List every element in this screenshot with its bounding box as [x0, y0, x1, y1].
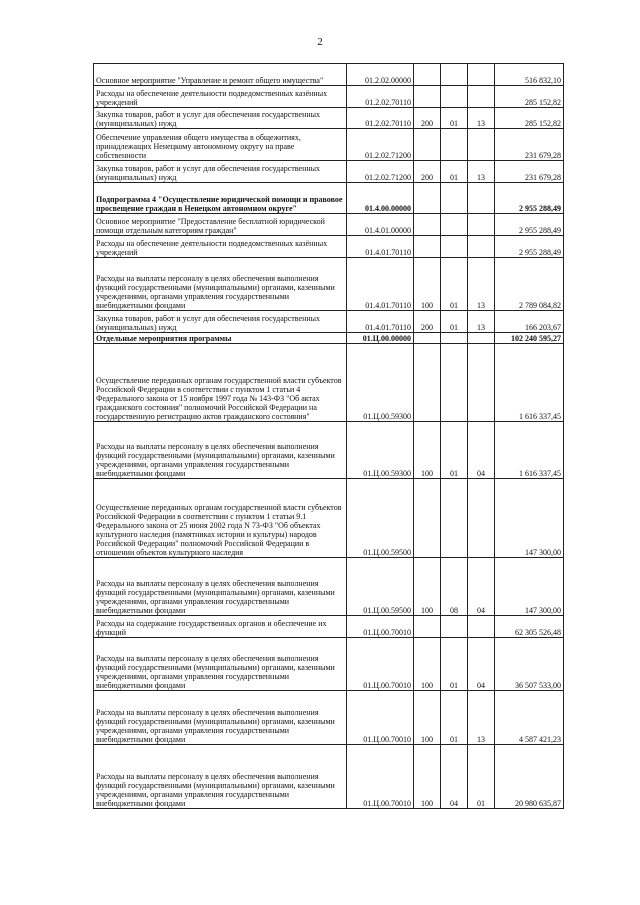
cell-target-code: 01.2.02.70110	[347, 86, 414, 108]
cell-amount: 166 203,67	[495, 311, 564, 333]
cell-expense-type	[414, 344, 441, 422]
cell-subsection: 04	[468, 638, 495, 691]
table-row	[94, 129, 564, 161]
table-row	[94, 422, 564, 479]
cell-subsection	[468, 214, 495, 236]
cell-amount: 147 300,00	[495, 558, 564, 616]
cell-expense-type	[414, 183, 441, 214]
cell-target-code: 01.4.01.70110	[347, 258, 414, 311]
cell-subsection: 13	[468, 258, 495, 311]
cell-expense-type	[414, 236, 441, 258]
cell-expense-type	[414, 86, 441, 108]
cell-name: Закупка товаров, работ и услуг для обеспечения государственных (муниципальных) нужд	[94, 311, 347, 333]
cell-name: Расходы на выплаты персоналу в целях обеспечения выполнения функций государственными (муниципальными) органами, казенными учреждениями, органами управления государственными внебюджетными фондами	[94, 422, 347, 479]
table-row	[94, 258, 564, 311]
cell-amount: 4 587 421,23	[495, 691, 564, 745]
cell-subsection: 04	[468, 558, 495, 616]
cell-name: Закупка товаров, работ и услуг для обеспечения государственных (муниципальных) нужд	[94, 161, 347, 183]
cell-target-code: 01.Ц.00.00000	[347, 333, 414, 344]
cell-target-code: 01.Ц.00.59300	[347, 344, 414, 422]
cell-subsection	[468, 344, 495, 422]
table-row	[94, 183, 564, 214]
cell-amount: 231 679,28	[495, 129, 564, 161]
cell-name: Расходы на обеспечение деятельности подведомственных казённых учреждений	[94, 236, 347, 258]
table-row	[94, 64, 564, 86]
cell-expense-type: 100	[414, 258, 441, 311]
cell-expense-type	[414, 616, 441, 638]
cell-name: Осуществление переданных органам государственной власти субъектов Российской Федерации в соответствии с пунктом 1 статьи 4 Федерального закона от 15 ноября 1997 года № 143-ФЗ "Об актах гражданского состояния" полномочий Российской Федерации на государственную регистрацию актов гражданского состояния"	[94, 344, 347, 422]
table-row	[94, 161, 564, 183]
cell-target-code: 01.4.01.70110	[347, 236, 414, 258]
cell-section: 04	[441, 745, 468, 809]
cell-name: Осуществление переданных органам государственной власти субъектов Российской Федерации в соответствии с пунктом 1 статьи 9.1 Федерального закона от 25 июня 2002 года N 73-ФЗ "Об объектах культурного наследия (памятниках истории и культуры) народов Российской Федерации" полномочий Российской Федерации в отношении объектов культурного наследия	[94, 479, 347, 558]
cell-expense-type	[414, 214, 441, 236]
cell-section: 08	[441, 558, 468, 616]
cell-subsection: 13	[468, 161, 495, 183]
cell-subsection	[468, 333, 495, 344]
cell-name: Основное мероприятие "Управление и ремонт общего имущества"	[94, 64, 347, 86]
cell-section	[441, 86, 468, 108]
cell-amount: 231 679,28	[495, 161, 564, 183]
table-row	[94, 344, 564, 422]
cell-name: Закупка товаров, работ и услуг для обеспечения государственных (муниципальных) нужд	[94, 108, 347, 129]
table-row	[94, 86, 564, 108]
cell-section	[441, 214, 468, 236]
cell-target-code: 01.Ц.00.70010	[347, 616, 414, 638]
table-row	[94, 745, 564, 809]
cell-name: Расходы на выплаты персоналу в целях обеспечения выполнения функций государственными (муниципальными) органами, казенными учреждениями, органами управления государственными внебюджетными фондами	[94, 638, 347, 691]
cell-name: Расходы на выплаты персоналу в целях обеспечения выполнения функций государственными (муниципальными) органами, казенными учреждениями, органами управления государственными внебюджетными фондами	[94, 558, 347, 616]
cell-section	[441, 616, 468, 638]
cell-amount: 2 955 288,49	[495, 236, 564, 258]
cell-amount: 1 616 337,45	[495, 422, 564, 479]
cell-subsection: 13	[468, 311, 495, 333]
cell-expense-type: 100	[414, 691, 441, 745]
cell-name: Расходы на содержание государственных органов и обеспечение их функций	[94, 616, 347, 638]
cell-target-code: 01.Ц.00.59300	[347, 422, 414, 479]
cell-section	[441, 64, 468, 86]
cell-amount: 516 832,10	[495, 64, 564, 86]
cell-expense-type: 200	[414, 311, 441, 333]
cell-section: 01	[441, 161, 468, 183]
cell-target-code: 01.2.02.00000	[347, 64, 414, 86]
cell-name: Отдельные мероприятия программы	[94, 333, 347, 344]
cell-subsection	[468, 129, 495, 161]
budget-table	[93, 63, 564, 809]
cell-target-code: 01.4.00.00000	[347, 183, 414, 214]
cell-amount: 285 152,82	[495, 108, 564, 129]
table-row	[94, 691, 564, 745]
cell-section	[441, 129, 468, 161]
cell-expense-type	[414, 64, 441, 86]
cell-amount: 2 789 084,82	[495, 258, 564, 311]
table-row	[94, 311, 564, 333]
cell-name: Обеспечение управления общего имущества в общежитиях, принадлежащих Ненецкому автономному округу на праве собственности	[94, 129, 347, 161]
cell-subsection: 01	[468, 745, 495, 809]
cell-section: 01	[441, 638, 468, 691]
cell-amount: 36 507 533,00	[495, 638, 564, 691]
cell-section	[441, 344, 468, 422]
table-row	[94, 638, 564, 691]
cell-subsection	[468, 64, 495, 86]
cell-section: 01	[441, 691, 468, 745]
cell-section: 01	[441, 108, 468, 129]
cell-expense-type	[414, 333, 441, 344]
cell-expense-type: 100	[414, 638, 441, 691]
cell-section: 01	[441, 311, 468, 333]
cell-amount: 285 152,82	[495, 86, 564, 108]
cell-subsection	[468, 183, 495, 214]
cell-target-code: 01.2.02.71200	[347, 129, 414, 161]
cell-amount: 2 955 288,49	[495, 214, 564, 236]
cell-amount: 1 616 337,45	[495, 344, 564, 422]
table-row	[94, 558, 564, 616]
cell-target-code: 01.Ц.00.70010	[347, 691, 414, 745]
cell-name: Расходы на обеспечение деятельности подведомственных казённых учреждений	[94, 86, 347, 108]
cell-target-code: 01.Ц.00.70010	[347, 745, 414, 809]
cell-amount: 20 980 635,87	[495, 745, 564, 809]
cell-section	[441, 183, 468, 214]
cell-subsection	[468, 479, 495, 558]
cell-name: Основное мероприятие "Предоставление бесплатной юридической помощи отдельным категориям граждан"	[94, 214, 347, 236]
cell-section	[441, 236, 468, 258]
cell-section: 01	[441, 258, 468, 311]
cell-subsection: 13	[468, 691, 495, 745]
table-row	[94, 214, 564, 236]
cell-target-code: 01.Ц.00.59500	[347, 479, 414, 558]
cell-expense-type	[414, 129, 441, 161]
cell-name: Расходы на выплаты персоналу в целях обеспечения выполнения функций государственными (муниципальными) органами, казенными учреждениями, органами управления государственными внебюджетными фондами	[94, 745, 347, 809]
cell-expense-type: 100	[414, 422, 441, 479]
cell-expense-type: 100	[414, 745, 441, 809]
table-row	[94, 479, 564, 558]
cell-section	[441, 479, 468, 558]
table-row	[94, 108, 564, 129]
cell-subsection	[468, 616, 495, 638]
cell-expense-type: 200	[414, 161, 441, 183]
cell-target-code: 01.4.01.70110	[347, 311, 414, 333]
cell-subsection	[468, 236, 495, 258]
page-number: 2	[317, 36, 323, 48]
table-row	[94, 333, 564, 344]
cell-target-code: 01.2.02.71200	[347, 161, 414, 183]
cell-section: 01	[441, 422, 468, 479]
cell-name: Расходы на выплаты персоналу в целях обеспечения выполнения функций государственными (муниципальными) органами, казенными учреждениями, органами управления государственными внебюджетными фондами	[94, 691, 347, 745]
cell-expense-type	[414, 479, 441, 558]
cell-name: Подпрограмма 4 "Осуществление юридической помощи и правовое просвещение граждан в Ненецком автономном округе"	[94, 183, 347, 214]
table-row	[94, 616, 564, 638]
cell-amount: 62 305 526,48	[495, 616, 564, 638]
cell-target-code: 01.2.02.70110	[347, 108, 414, 129]
cell-section	[441, 333, 468, 344]
cell-expense-type: 200	[414, 108, 441, 129]
cell-amount: 102 240 595,27	[495, 333, 564, 344]
cell-subsection: 13	[468, 108, 495, 129]
cell-target-code: 01.Ц.00.59500	[347, 558, 414, 616]
cell-target-code: 01.4.01.00000	[347, 214, 414, 236]
table-row	[94, 236, 564, 258]
cell-amount: 2 955 288,49	[495, 183, 564, 214]
cell-target-code: 01.Ц.00.70010	[347, 638, 414, 691]
budget-table-body	[94, 64, 564, 809]
cell-expense-type: 100	[414, 558, 441, 616]
cell-name: Расходы на выплаты персоналу в целях обеспечения выполнения функций государственными (муниципальными) органами, казенными учреждениями, органами управления государственными внебюджетными фондами	[94, 258, 347, 311]
cell-subsection	[468, 86, 495, 108]
cell-subsection: 04	[468, 422, 495, 479]
cell-amount: 147 300,00	[495, 479, 564, 558]
